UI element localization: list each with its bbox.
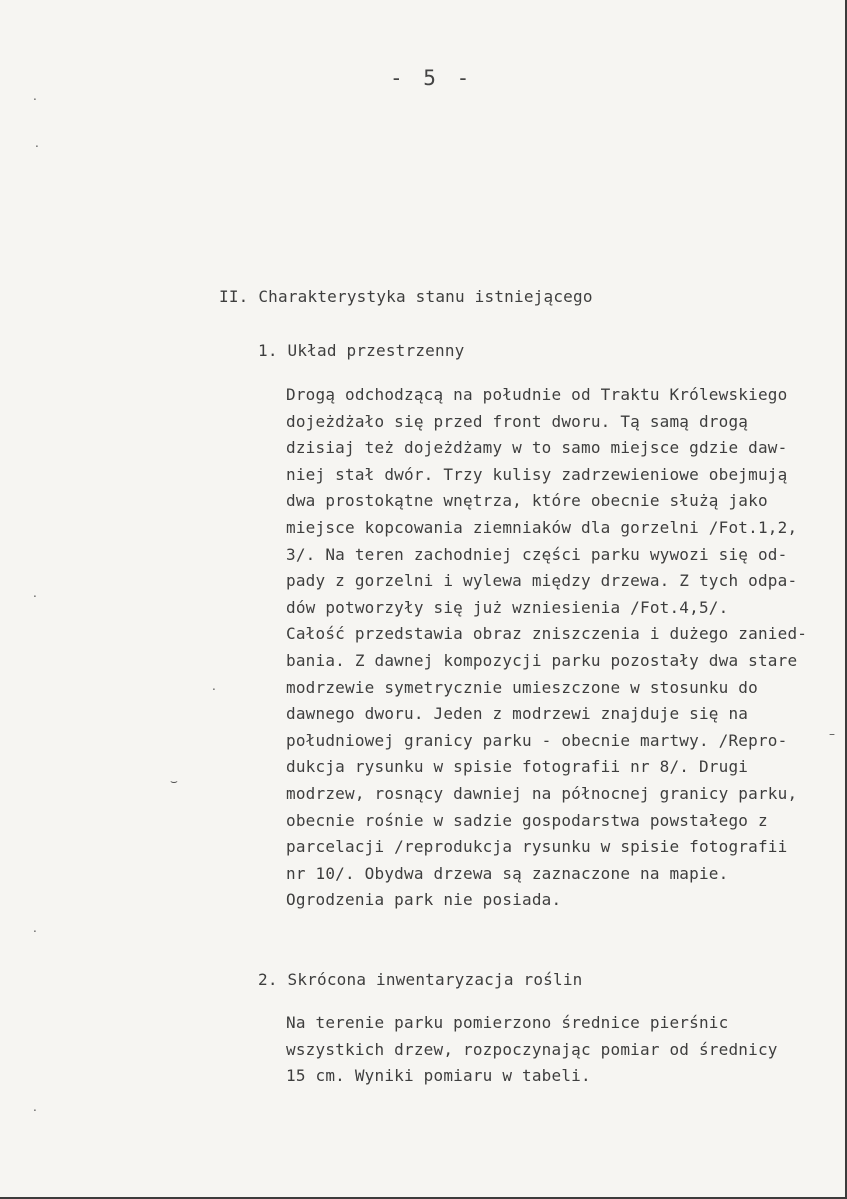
text-line: niej stał dwór. Trzy kulisy zadrzewieniowe obejmują: [286, 464, 788, 484]
scan-speck: ‧: [35, 140, 39, 154]
scan-speck: ‧: [33, 925, 37, 939]
scan-speck: ‧: [33, 1104, 37, 1118]
scan-speck: ⌣: [170, 774, 178, 788]
text-line: modrzewie symetrycznie umieszczone w stosunku do: [286, 677, 758, 697]
section-heading: II. Charakterystyka stanu istniejącego: [219, 287, 593, 306]
text-line: Ogrodzenia park nie posiada.: [286, 890, 562, 910]
text-line: dwa prostokątne wnętrza, które obecnie służą jako: [286, 491, 768, 511]
text-line: Całość przedstawia obraz zniszczenia i dużego zanied-: [286, 624, 808, 644]
text-line: Drogą odchodzącą na południe od Traktu Królewskiego: [286, 385, 788, 404]
text-line: Na terenie parku pomierzono średnice pierśnic: [286, 1013, 729, 1032]
text-line: wszystkich drzew, rozpoczynając pomiar od średnicy: [286, 1039, 778, 1059]
subsection-heading-1: 1. Układ przestrzenny: [258, 341, 465, 360]
paragraph-spatial-layout: [286, 382, 807, 914]
text-line: modrzew, rosnący dawniej na północnej granicy parku,: [286, 783, 798, 803]
text-line: pady z gorzelni i wylewa między drzewa. Z tych odpa-: [286, 571, 798, 591]
subsection-heading-2: 2. Skrócona inwentaryzacja roślin: [258, 970, 583, 989]
text-line: nr 10/. Obydwa drzewa są zaznaczone na mapie.: [286, 863, 729, 883]
page-number: - 5 -: [390, 66, 474, 90]
text-line: dojeżdżało się przed front dworu. Tą samą drogą: [286, 411, 749, 431]
text-line: 15 cm. Wyniki pomiaru w tabeli.: [286, 1066, 591, 1086]
scan-speck: ‧: [33, 93, 37, 107]
text-line: 3/. Na teren zachodniej części parku wywozi się od-: [286, 544, 788, 564]
text-line: dów potworzyły się już wzniesienia /Fot.4,5/.: [286, 597, 729, 617]
text-line: parcelacji /reprodukcja rysunku w spisie fotografii: [286, 837, 788, 857]
scan-speck: –: [829, 727, 835, 741]
scan-speck: ‧: [33, 590, 37, 604]
text-line: dukcja rysunku w spisie fotografii nr 8/. Drugi: [286, 757, 749, 777]
text-line: bania. Z dawnej kompozycji parku pozostały dwa stare: [286, 650, 798, 670]
text-line: dzisiaj też dojeżdżamy w to samo miejsce gdzie daw-: [286, 438, 788, 458]
scan-speck: ‧: [212, 683, 216, 697]
text-line: miejsce kopcowania ziemniaków dla gorzelni /Fot.1,2,: [286, 517, 798, 537]
text-line: południowej granicy parku - obecnie martwy. /Repro-: [286, 730, 788, 750]
text-line: obecnie rośnie w sadzie gospodarstwa powstałego z: [286, 810, 768, 830]
text-line: dawnego dworu. Jeden z modrzewi znajduje się na: [286, 704, 749, 724]
paragraph-plant-inventory: [286, 1010, 778, 1090]
